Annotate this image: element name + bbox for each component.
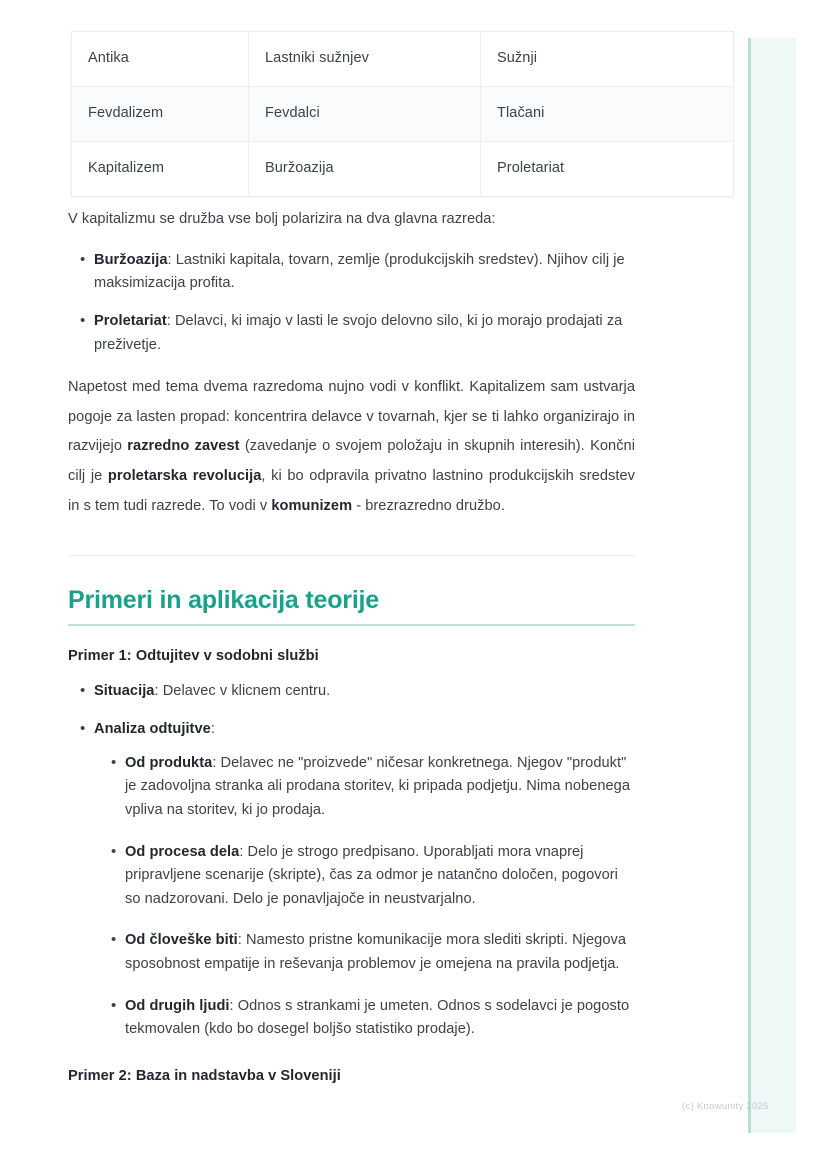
table-row [72,142,734,197]
list-item [94,310,635,357]
list-item-text: : Delavec ne "proizvede" ničesar konkretnega. Njegov "produkt" je zadovoljna stranka ali prodana storitev, ki pripada podjetju. Nima nobenega vpliva na storitev, ki jo prodaja. [125,754,630,818]
paragraph-emphasis: proletarska revolucija [107,468,262,485]
section-title-underline [68,624,635,626]
list-item-term: Od drugih ljudi [125,997,230,1014]
list-item-term: Situacija [94,683,155,700]
historical-class-table-wrapper [71,31,634,197]
table-cell-workers: Proletariat [481,142,734,197]
paragraph-emphasis: razredno zavest [127,438,240,455]
page-title: Primeri in aplikacija teorije [68,586,380,615]
list-item-text: : Odnos s strankami je umeten. Odnos s sodelavci je pogosto tekmovalen (kdo bo dosegel boljšo statistiko prodaje). [125,997,630,1038]
paragraph-text-part: Napetost med tema dvema razredoma nujno vodi v konflikt. Kapitalizem sam ustvarja pogoje za lasten propad: koncentrira delavce v tovarnah, kjer se ti lahko organizirajo in razvijejo [68,379,635,455]
list-item-term: Od procesa dela [125,843,240,860]
list-item [94,680,635,704]
historical-class-table [71,31,734,197]
list-item [94,718,635,1042]
list-item-term: Od produkta [125,754,213,771]
list-item-text: : Delavci, ki imajo v lasti le svojo delovno silo, ki jo morajo prodajati za preživetje. [94,312,623,353]
list-item [125,752,635,823]
list-item-text: : [210,720,215,737]
list-item-text: : Delo je strogo predpisano. Uporabljati mora vnaprej pripravljene scenarije (skripte), čas za odmor je natančno določen, pogovori so nadzorovani. Delo je ponavljajoče in neustvarjalno. [125,843,618,907]
table-cell-owners: Buržoazija [249,142,481,197]
paragraph-text-part: , ki bo odpravila privatno lastnino produkcijskih sredstev in s tem tudi razrede. To vodi v [68,468,635,514]
conflict-paragraph [68,373,635,521]
example-1-list [68,680,635,1042]
table-row [72,32,734,87]
table-cell-era: Antika [72,32,249,87]
table-cell-era: Fevdalizem [72,87,249,142]
paragraph-emphasis: komunizem [271,497,353,514]
section-divider [68,555,635,556]
class-list [68,249,635,358]
document-body [68,208,635,1084]
example-2-heading: Primer 2: Baza in nadstavba v Sloveniji [68,1067,341,1084]
list-item [125,929,635,976]
list-item [125,995,635,1042]
paragraph-text-part: - brezrazredno družbo. [352,497,505,514]
alienation-sublist [94,752,635,1042]
list-item [125,841,635,912]
list-item-term: Analiza odtujitve [94,720,211,737]
table-body [72,32,734,197]
paragraph-text-part: (zavedanje o svojem položaju in skupnih interesih). Končni cilj je [68,438,636,485]
list-item-text: : Namesto pristne komunikacije mora slediti skripti. Njegova sposobnost empatije in reševanja problemov je omejena na pravila podjetja. [125,932,626,973]
list-item-term: Buržoazija [94,251,168,268]
table-cell-owners: Fevdalci [249,87,481,142]
copyright-watermark: (c) Knowunity 2025 [682,1101,769,1112]
list-item-term: Proletariat [94,312,167,329]
table-row [72,87,734,142]
table-cell-era: Kapitalizem [72,142,249,197]
intro-paragraph: V kapitalizmu se družba vse bolj polarizira na dva glavna razreda: [68,211,496,227]
list-item-term: Od človeške biti [125,932,238,949]
list-item-text: : Lastniki kapitala, tovarn, zemlje (produkcijskih sredstev). Njihov cilj je maksimizacija profita. [94,251,625,292]
table-cell-owners: Lastniki sužnjev [249,32,481,87]
list-item [94,249,635,296]
table-cell-workers: Sužnji [481,32,734,87]
example-1-heading: Primer 1: Odtujitev v sodobni službi [68,648,319,665]
table-cell-workers: Tlačani [481,87,734,142]
decorative-side-band [748,38,796,1133]
list-item-text: : Delavec v klicnem centru. [154,683,331,700]
